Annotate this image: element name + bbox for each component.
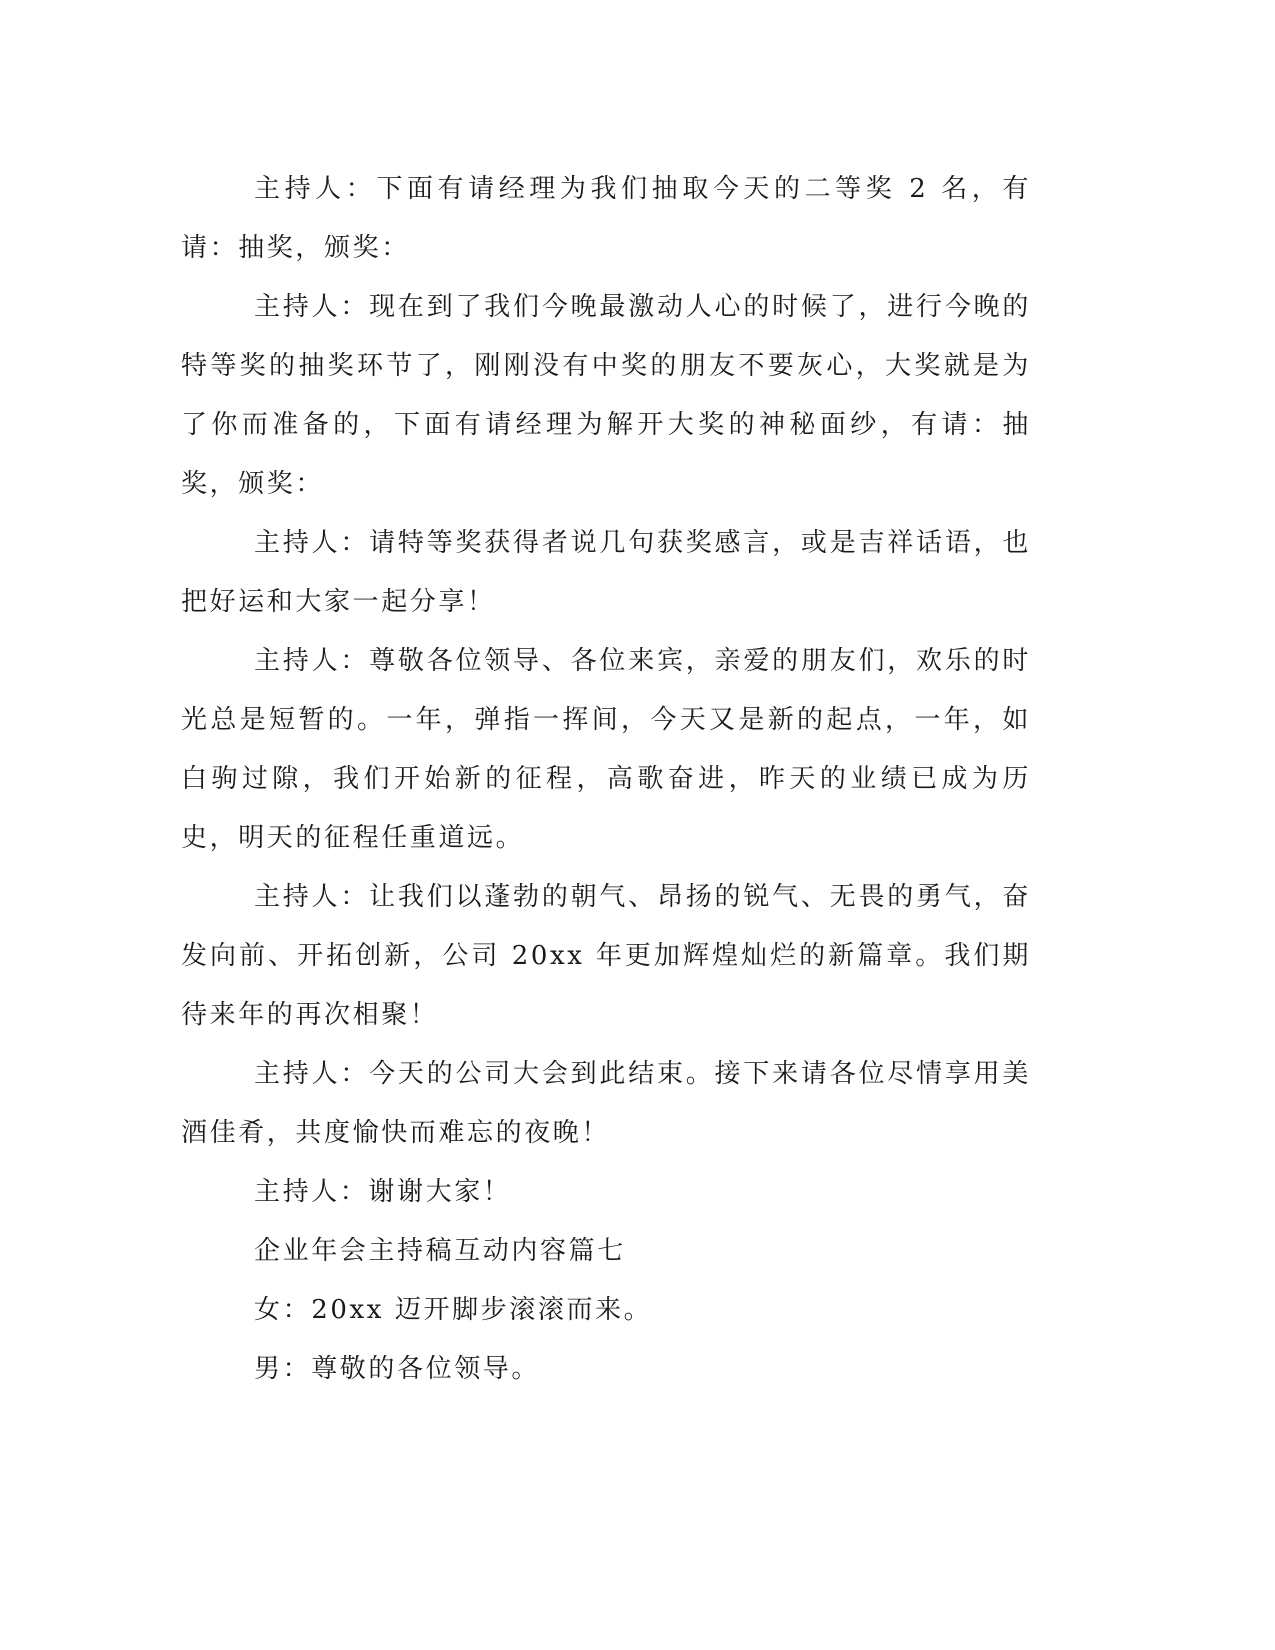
paragraph-thanks: 主持人：谢谢大家！ — [254, 1177, 512, 1207]
paragraph-second-prize: 主持人：下面有请经理为我们抽取今天的二等奖 2 名，有请：抽奖，颁奖： — [181, 174, 1031, 263]
paragraph-farewell: 主持人：尊敬各位领导、各位来宾，亲爱的朋友们，欢乐的时光总是短暂的。一年，弹指一挥间，今天又是新的起点，一年，如白驹过隙，我们开始新的征程，高歌奋进，昨天的业绩已成为历史，明天的征程任重道远。 — [181, 646, 1031, 853]
paragraph-male-host: 男：尊敬的各位领导。 — [254, 1354, 541, 1384]
paragraph-grand-prize: 主持人：现在到了我们今晚最激动人心的时候了，进行今晚的特等奖的抽奖环节了，刚刚没有中奖的朋友不要灰心，大奖就是为了你而准备的，下面有请经理为解开大奖的神秘面纱，有请：抽奖，颁奖： — [181, 292, 1031, 499]
section-heading: 企业年会主持稿互动内容篇七 — [254, 1236, 626, 1266]
paragraph-encouragement: 主持人：让我们以蓬勃的朝气、昂扬的锐气、无畏的勇气，奋发向前、开拓创新，公司 20xx 年更加辉煌灿烂的新篇章。我们期待来年的再次相聚！ — [181, 882, 1031, 1030]
paragraph-female-host: 女：20xx 迈开脚步滚滚而来。 — [254, 1295, 653, 1325]
paragraph-winner-speech: 主持人：请特等奖获得者说几句获奖感言，或是吉祥话语，也把好运和大家一起分享！ — [181, 528, 1031, 617]
paragraph-closing: 主持人：今天的公司大会到此结束。接下来请各位尽情享用美酒佳肴，共度愉快而难忘的夜晚！ — [181, 1059, 1031, 1148]
document-body — [181, 160, 1031, 1399]
